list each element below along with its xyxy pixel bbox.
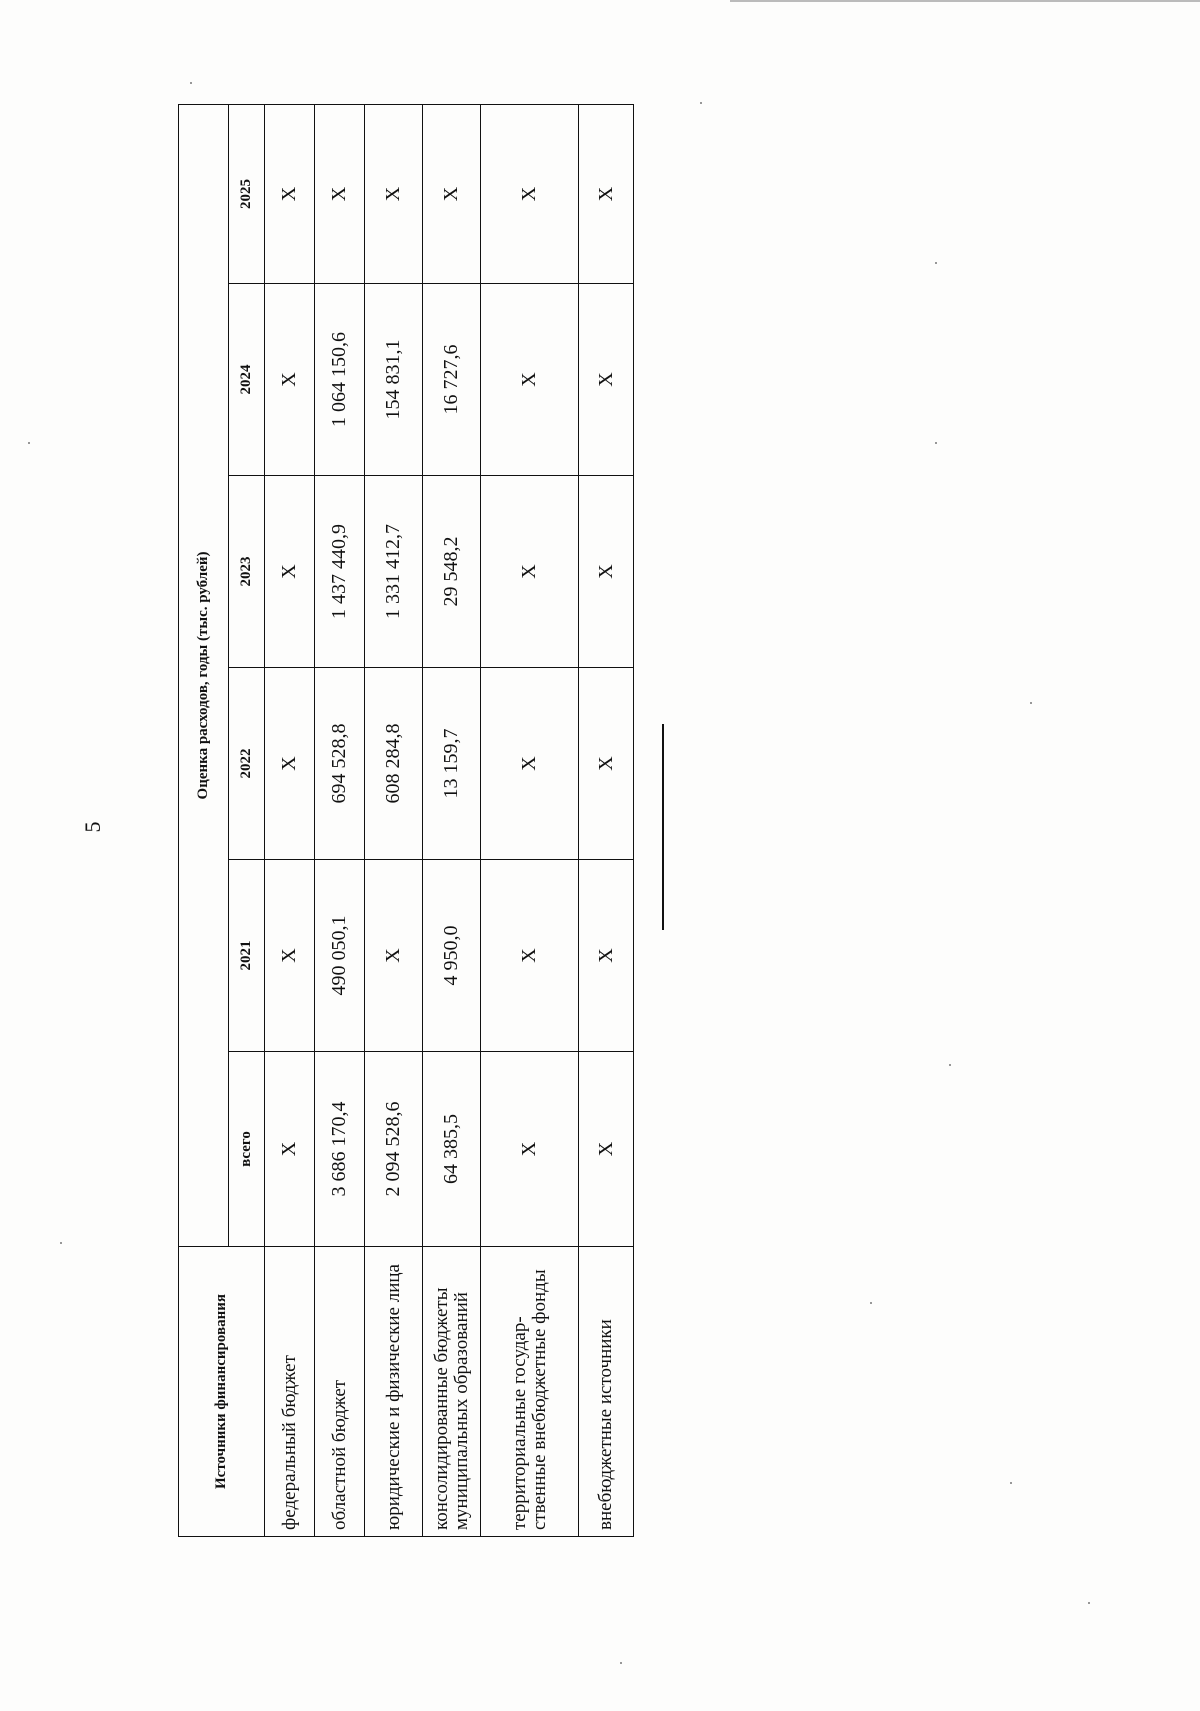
cell-2021: X [481, 860, 579, 1052]
cell-2024: X [481, 284, 579, 476]
cell-2025: X [579, 104, 634, 283]
scan-speck [935, 442, 937, 444]
cell-2022: 608 284,8 [365, 668, 423, 860]
cell-2025: X [315, 104, 365, 283]
row-source: консолидированные бюджеты муниципальных образований [423, 1247, 481, 1537]
cell-2023: 1 331 412,7 [365, 476, 423, 668]
table-row [481, 104, 579, 1536]
row-source: внебюджетные источники [579, 1247, 634, 1537]
cell-total: 2 094 528,6 [365, 1052, 423, 1247]
column-header-2025: 2025 [229, 104, 265, 283]
cell-2021: X [265, 860, 315, 1052]
scan-speck [1088, 1602, 1090, 1604]
header-row-top [179, 104, 229, 1536]
cell-2024: X [265, 284, 315, 476]
table-row [423, 104, 481, 1536]
scan-speck [28, 442, 30, 444]
cell-2022: X [265, 668, 315, 860]
estimate-header: Оценка расходов, годы (тыс. рублей) [179, 104, 229, 1246]
cell-total: 64 385,5 [423, 1052, 481, 1247]
cell-2022: X [579, 668, 634, 860]
cell-2023: X [481, 476, 579, 668]
scan-speck [949, 1064, 951, 1066]
source-header: Источники финансирования [179, 1247, 265, 1537]
cell-2025: X [481, 104, 579, 283]
row-source: федеральный бюджет [265, 1247, 315, 1537]
scan-speck [60, 1242, 62, 1244]
column-header-2022: 2022 [229, 668, 265, 860]
table-row [265, 104, 315, 1536]
cell-2025: X [365, 104, 423, 283]
column-header-2024: 2024 [229, 284, 265, 476]
cell-2023: 1 437 440,9 [315, 476, 365, 668]
scan-speck [1030, 702, 1032, 704]
scan-speck [190, 82, 192, 84]
column-header-2023: 2023 [229, 476, 265, 668]
cell-2023: X [265, 476, 315, 668]
row-source: юридические и физические лица [365, 1247, 423, 1537]
separator-line [662, 724, 664, 930]
cell-2022: 13 159,7 [423, 668, 481, 860]
table-row [315, 104, 365, 1536]
cell-total: X [579, 1052, 634, 1247]
page-number: 5 [80, 821, 105, 833]
scan-speck [1010, 1482, 1012, 1484]
cell-2024: 154 831,1 [365, 284, 423, 476]
cell-2022: X [481, 668, 579, 860]
scan-speck [700, 102, 702, 104]
table-row [579, 104, 634, 1536]
cell-2025: X [423, 104, 481, 283]
cell-2024: X [579, 284, 634, 476]
cell-total: X [265, 1052, 315, 1247]
column-header-total: всего [229, 1052, 265, 1247]
row-source: территориальные государ-ственные внебюджетные фонды [481, 1247, 579, 1537]
cell-2021: X [579, 860, 634, 1052]
cell-2021: 490 050,1 [315, 860, 365, 1052]
cell-total: X [481, 1052, 579, 1247]
cell-2021: X [365, 860, 423, 1052]
row-source: областной бюджет [315, 1247, 365, 1537]
scan-speck [870, 1302, 872, 1304]
cell-2024: 1 064 150,6 [315, 284, 365, 476]
scan-speck [935, 262, 937, 264]
financing-table-wrapper [178, 105, 633, 1537]
scan-edge-line [730, 0, 1200, 2]
cell-2021: 4 950,0 [423, 860, 481, 1052]
cell-2023: 29 548,2 [423, 476, 481, 668]
cell-2024: 16 727,6 [423, 284, 481, 476]
column-header-2021: 2021 [229, 860, 265, 1052]
cell-2022: 694 528,8 [315, 668, 365, 860]
cell-total: 3 686 170,4 [315, 1052, 365, 1247]
cell-2025: X [265, 104, 315, 283]
table-row [365, 104, 423, 1536]
scan-speck [620, 1662, 622, 1664]
financing-table [178, 104, 634, 1537]
cell-2023: X [579, 476, 634, 668]
